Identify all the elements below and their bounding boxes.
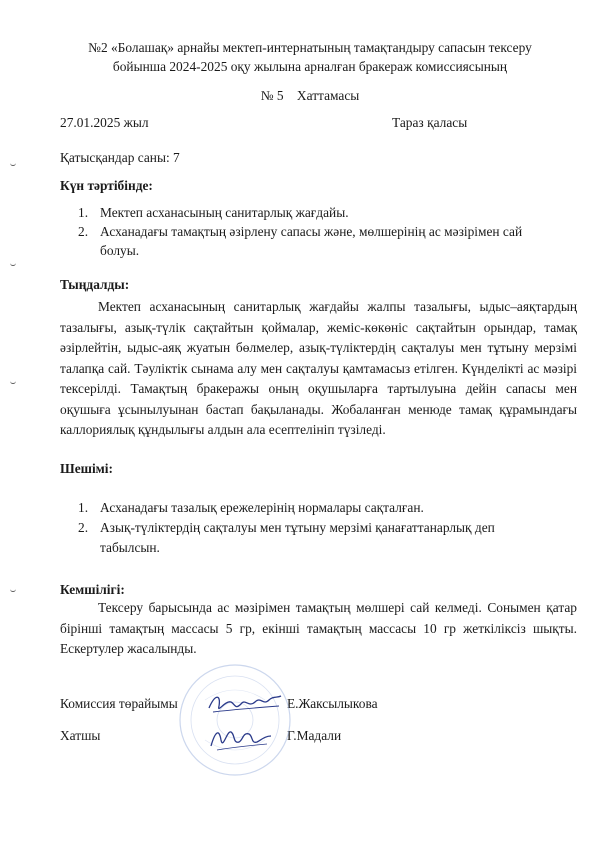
decision-item-continuation: табылсын. <box>100 540 160 555</box>
doc-title-line-1: №2 «Болашақ» арнайы мектеп-интернатының тамақтандыру сапасын тексеру <box>88 40 532 55</box>
chair-signature-icon <box>205 686 285 720</box>
secretary-label: Хатшы <box>60 728 101 743</box>
decision-item-text: Асханадағы тазалық ережелерінің нормалары сақталған. <box>100 500 424 515</box>
decision-item <box>78 498 573 517</box>
secretary-signature-icon <box>205 722 275 754</box>
scan-mark <box>10 588 16 592</box>
decision-item <box>78 518 573 537</box>
decision-item-number: 2. <box>78 520 89 535</box>
official-stamp <box>175 660 295 780</box>
participants-count: Қатысқандар саны: 7 <box>60 150 180 165</box>
agenda-item-text: Мектеп асханасының санитарлық жағдайы. <box>100 205 349 220</box>
agenda-item-number: 2. <box>78 224 89 239</box>
scan-mark <box>10 162 16 166</box>
protocol-number: № 5 Хаттамасы <box>260 88 360 103</box>
heard-paragraph: Мектеп асханасының санитарлық жағдайы жалпы тазалығы, ыдыс–аяқтардың тазалығы, азық-түлік сақтайтын қоймалар, жеміс-көкөніс сақтайтын орындар, тамақ әзірлейтін, ыдыс-аяқ жуатын бөлмелер, азық-түліктердің сақталуы мен тұтыну мерзімі талапқа сай. Тәуліктік сынама алу мен сақталуы қамтамасыз етілген. Күнделікті ас мәзірі тексерілді. Тамақтың бракеражы оның оқушыларға тартылуына дейін сапасы мен оқушыға ұсынылуынан бастап бақыланады. Жобаланған менюде тамақ құрамындағы каллориялық құндылығы алдын ала есептелініп түзіледі. <box>60 299 577 437</box>
shortcoming-paragraph: Тексеру барысында ас мәзірімен тамақтың мөлшері сай келмеді. Сонымен қатар бірінші тамақтың массасы 5 гр, екінші тамақтың массасы 10 гр жеткіліксіз шықты. Ескертулер жасалынды. <box>60 600 577 656</box>
agenda-item <box>78 203 573 222</box>
agenda-heading: Күн тәртібінде: <box>60 178 153 193</box>
scan-mark <box>10 262 16 266</box>
doc-date: 27.01.2025 жыл <box>60 115 149 130</box>
scan-mark <box>10 380 16 384</box>
agenda-item-continuation: болуы. <box>100 243 140 258</box>
secretary-name: Г.Мадали <box>287 728 342 743</box>
chair-name: Е.Жаксылыкова <box>287 696 378 711</box>
agenda-item-text: Асханадағы тамақтың әзірлену сапасы және, мөлшерінің ас мәзірімен сай <box>100 224 523 239</box>
chair-label: Комиссия төрайымы <box>60 696 178 711</box>
doc-city: Тараз қаласы <box>392 115 468 130</box>
decision-item-number: 1. <box>78 500 89 515</box>
decision-heading: Шешімі: <box>60 461 113 476</box>
heard-heading: Тыңдалды: <box>60 277 130 292</box>
agenda-item-number: 1. <box>78 205 89 220</box>
decision-item-text: Азық-түліктердің сақталуы мен тұтыну мерзімі қанағаттанарлық деп <box>100 520 495 535</box>
agenda-item <box>78 222 573 241</box>
shortcoming-heading: Кемшілігі: <box>60 582 125 597</box>
doc-title-line-2: бойынша 2024-2025 оқу жылына арналған бракераж комиссиясының <box>112 59 508 74</box>
